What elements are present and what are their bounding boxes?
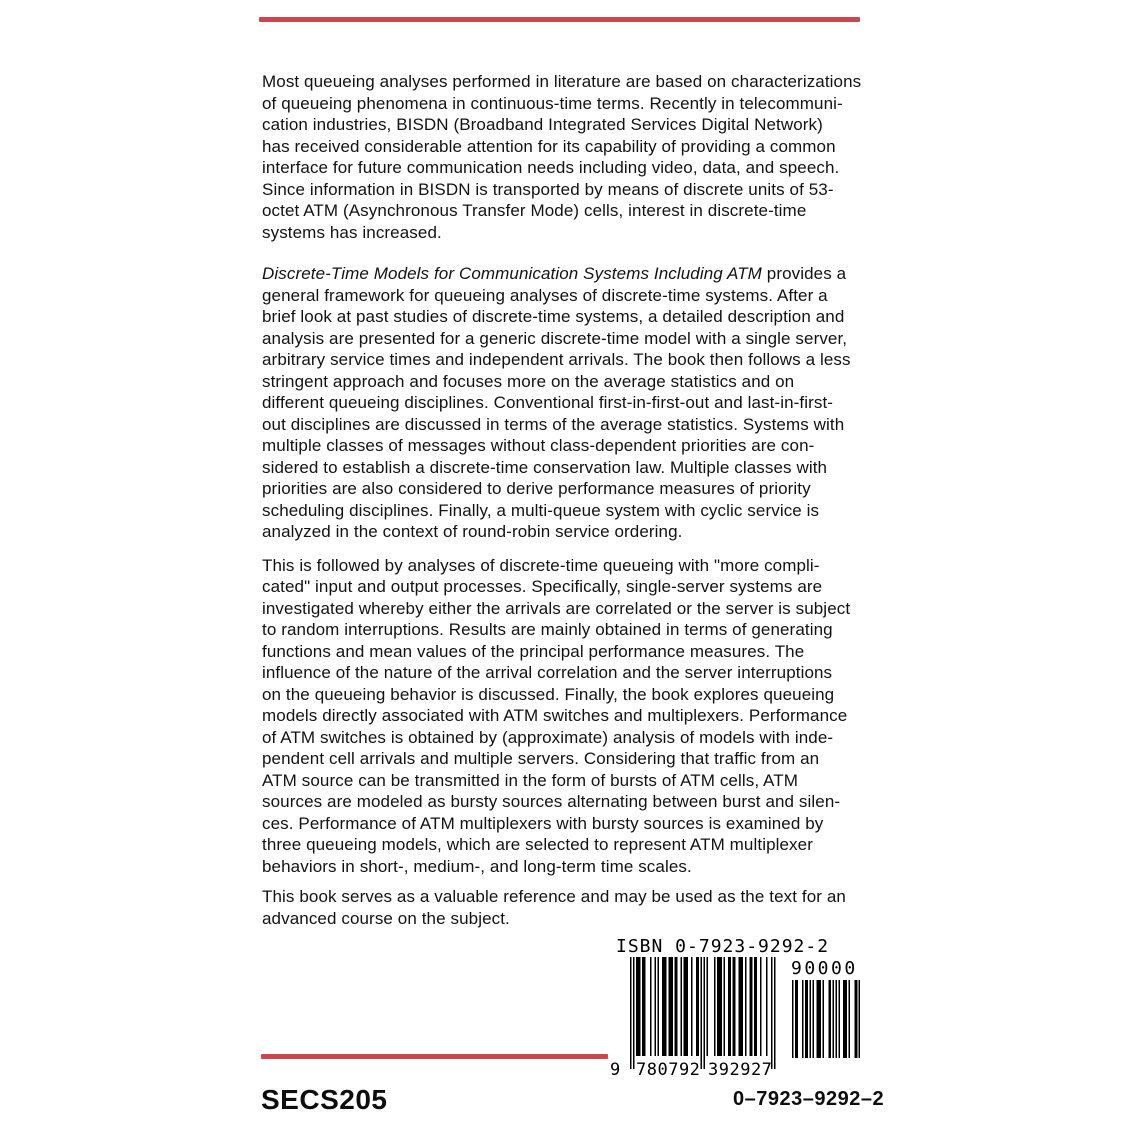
text-line: sources are modeled as bursty sources alternating between burst and silen-: [262, 792, 841, 811]
bottom-red-rule: [261, 1054, 608, 1059]
text-line: This is followed by analyses of discrete-time queueing with "more compli-: [262, 555, 820, 575]
text-line: functions and mean values of the principal performance measures. The: [262, 641, 805, 661]
text-line: systems has increased.: [262, 222, 442, 242]
text-line: advanced course on the subject.: [262, 908, 510, 928]
text-line: stringent approach and focuses more on the average statistics and on: [262, 371, 795, 391]
text-line: sidered to establish a discrete-time conservation law. Multiple classes with: [262, 457, 828, 477]
text-line: three queueing models, which are selected to represent ATM multiplexer: [262, 835, 813, 854]
text-line: out disciplines are discussed in terms of the average statistics. Systems with: [262, 414, 845, 434]
text-line: influence of the nature of the arrival correlation and the server interruptions: [262, 663, 833, 682]
text-line: analyzed in the context of round-robin service ordering.: [262, 522, 683, 541]
text-line: general framework for queueing analyses of discrete-time systems. After a: [262, 285, 828, 305]
text-line: on the queueing behavior is discussed. Finally, the book explores queueing: [262, 684, 835, 704]
paragraph-1: [262, 71, 866, 243]
barcode-supplement-number: 90000: [791, 958, 858, 979]
text-line: Discrete-Time Models for Communication Systems Including ATM provides a: [262, 264, 847, 283]
text-line: Since information in BISDN is transported by means of discrete units of 53-: [262, 179, 834, 199]
text-line: scheduling disciplines. Finally, a multi-queue system with cyclic service is: [262, 500, 820, 520]
text-line: of queueing phenomena in continuous-time terms. Recently in telecommuni-: [262, 93, 843, 113]
text-line: cation industries, BISDN (Broadband Integrated Services Digital Network): [262, 115, 823, 134]
series-code: SECS205: [261, 1084, 388, 1115]
top-red-rule: [259, 17, 860, 22]
text-line: investigated whereby either the arrivals are correlated or the server is subject: [262, 598, 851, 618]
text-line: multiple classes of messages without class-dependent priorities are con-: [262, 436, 815, 455]
text-line: to random interruptions. Results are mainly obtained in terms of generating: [262, 620, 833, 639]
isbn-label: ISBN 0-7923-9292-2: [616, 936, 830, 957]
text-line: ATM source can be transmitted in the form of bursts of ATM cells, ATM: [262, 770, 798, 790]
footer-isbn-number: 0–7923–9292–2: [733, 1088, 885, 1110]
ean13-group1: 780792: [636, 1060, 701, 1080]
text-line: models directly associated with ATM switches and multiplexers. Performance: [262, 706, 848, 725]
text-line: brief look at past studies of discrete-time systems, a detailed description and: [262, 307, 845, 326]
text-line: arbitrary service times and independent arrivals. The book then follows a less: [262, 350, 851, 369]
text-line: cated" input and output processes. Specifically, single-server systems are: [262, 577, 823, 596]
text-line: analysis are presented for a generic discrete-time model with a single server,: [262, 328, 848, 348]
blurb-text: [262, 71, 866, 929]
text-line: ces. Performance of ATM multiplexers with bursty sources is examined by: [262, 813, 824, 833]
ean13-lead-digit: 9: [610, 1060, 621, 1080]
text-line: interface for future communication needs including video, data, and speech.: [262, 158, 840, 177]
text-line: octet ATM (Asynchronous Transfer Mode) cells, interest in discrete-time: [262, 201, 807, 220]
text-line: priorities are also considered to derive performance measures of priority: [262, 479, 811, 498]
text-line: Most queueing analyses performed in literature are based on characterizations: [262, 72, 862, 91]
paragraph-3: [262, 555, 866, 878]
text-line: pendent cell arrivals and multiple servers. Considering that traffic from an: [262, 749, 820, 768]
paragraph-4: [262, 886, 866, 929]
paragraph-2: [262, 263, 866, 543]
text-line: different queueing disciplines. Conventional first-in-first-out and last-in-first-: [262, 393, 834, 412]
text-line: has received considerable attention for its capability of providing a common: [262, 136, 836, 156]
ean13-group2: 392927: [708, 1060, 773, 1080]
text-line: This book serves as a valuable reference and may be used as the text for an: [262, 887, 846, 906]
text-line: of ATM switches is obtained by (approximate) analysis of models with inde-: [262, 727, 834, 747]
text-line: behaviors in short-, medium-, and long-term time scales.: [262, 856, 692, 876]
